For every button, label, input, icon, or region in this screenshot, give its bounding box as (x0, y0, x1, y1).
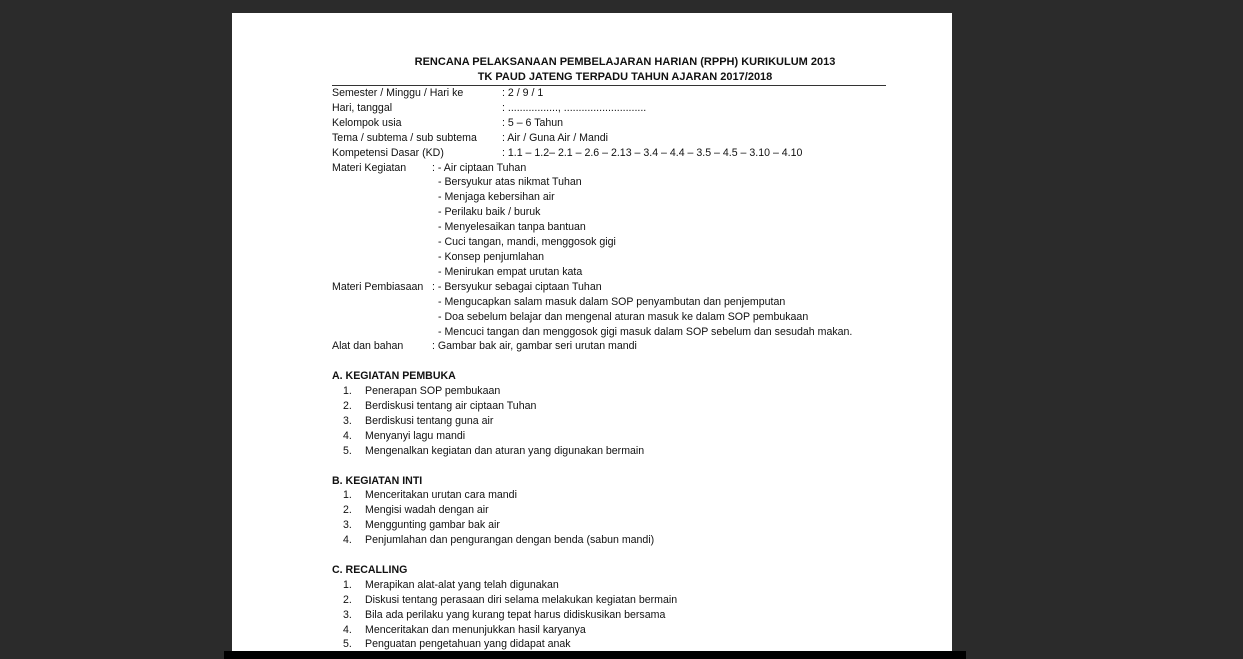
info-row-tema (332, 131, 892, 146)
alat-bahan-label: Alat dan bahan (332, 340, 404, 353)
list-item: - Perilaku baik / buruk (438, 206, 541, 219)
item-text: Menggunting gambar bak air (365, 519, 500, 532)
viewer-bottom-edge (224, 651, 966, 659)
item-text: Merapikan alat-alat yang telah digunakan (365, 578, 559, 591)
item-number: 5. (343, 444, 352, 457)
info-label: Kelompok usia (332, 116, 402, 129)
list-item (332, 384, 892, 399)
materi-kegiatan-block (332, 161, 892, 280)
item-number: 3. (343, 608, 352, 621)
list-item (332, 608, 892, 623)
rpph-document (332, 55, 892, 652)
list-item: - Konsep penjumlahan (438, 250, 545, 263)
section-title-recalling: C. RECALLING (332, 563, 408, 576)
list-item (332, 444, 892, 459)
list-item: - Menyelesaikan tanpa bantuan (438, 221, 586, 234)
doc-title-line-2: TK PAUD JATENG TERPADU TAHUN AJARAN 2017/2018 (477, 70, 773, 83)
item-text: Berdiskusi tentang guna air (365, 414, 494, 427)
list-item (332, 533, 892, 548)
list-item: - Mengucapkan salam masuk dalam SOP penyambutan dan penjemputan (438, 295, 786, 308)
item-number: 4. (343, 429, 352, 442)
item-number: 1. (343, 489, 352, 502)
materi-pembiasaan-list (432, 280, 852, 340)
materi-kegiatan-list (432, 161, 616, 280)
info-row-kelompok-usia (332, 116, 892, 131)
alat-bahan-value: : Gambar bak air, gambar seri urutan mandi (432, 340, 637, 353)
list-item (332, 503, 892, 518)
item-text: Penjumlahan dan pengurangan dengan benda (sabun mandi) (365, 534, 655, 547)
info-label: Tema / subtema / sub subtema (332, 131, 477, 144)
list-item (332, 623, 892, 638)
info-row-semester (332, 86, 892, 101)
list-item: - Mencuci tangan dan menggosok gigi masuk dalam SOP sebelum dan sesudah makan. (438, 325, 853, 338)
info-value: : 1.1 – 1.2– 2.1 – 2.6 – 2.13 – 3.4 – 4.4 – 3.5 – 4.5 – 3.10 – 4.10 (502, 146, 803, 159)
section-title-kegiatan-inti: B. KEGIATAN INTI (332, 474, 423, 487)
info-row-hari-tanggal (332, 101, 892, 116)
alat-bahan-row (332, 339, 892, 354)
list-item: - Menirukan empat urutan kata (438, 265, 583, 278)
list-item: : - Bersyukur sebagai ciptaan Tuhan (432, 280, 602, 293)
list-item: - Bersyukur atas nikmat Tuhan (438, 176, 582, 189)
info-label: Hari, tanggal (332, 101, 393, 114)
list-item (332, 414, 892, 429)
item-text: Penerapan SOP pembukaan (365, 385, 501, 398)
item-number: 2. (343, 593, 352, 606)
info-value: : 2 / 9 / 1 (502, 87, 544, 99)
info-label: Kompetensi Dasar (KD) (332, 146, 444, 159)
info-label: Semester / Minggu / Hari ke (332, 87, 464, 99)
item-number: 1. (343, 385, 352, 398)
item-text: Menceritakan dan menunjukkan hasil karyanya (365, 623, 586, 636)
item-text: Bila ada perilaku yang kurang tepat harus didiskusikan bersama (365, 608, 666, 621)
item-text: Diskusi tentang perasaan diri selama melakukan kegiatan bermain (365, 593, 678, 606)
list-item (332, 593, 892, 608)
info-value: : ................., ............................ (502, 101, 647, 114)
item-text: Penguatan pengetahuan yang didapat anak (365, 638, 571, 651)
item-text: Menyanyi lagu mandi (365, 429, 466, 442)
list-item (332, 518, 892, 533)
section-title-kegiatan-pembuka: A. KEGIATAN PEMBUKA (332, 370, 456, 383)
item-number: 5. (343, 638, 352, 651)
item-text: Mengenalkan kegiatan dan aturan yang digunakan bermain (365, 444, 645, 457)
item-number: 2. (343, 400, 352, 413)
list-item (332, 488, 892, 503)
info-value: : Air / Guna Air / Mandi (502, 131, 608, 144)
list-item: - Menjaga kebersihan air (438, 191, 555, 204)
item-text: Berdiskusi tentang air ciptaan Tuhan (365, 400, 537, 413)
item-text: Menceritakan urutan cara mandi (365, 489, 517, 502)
list-item (332, 399, 892, 414)
item-number: 3. (343, 414, 352, 427)
materi-pembiasaan-block (332, 280, 892, 340)
item-number: 3. (343, 519, 352, 532)
list-item: : - Air ciptaan Tuhan (432, 161, 527, 174)
document-page (232, 13, 952, 653)
materi-kegiatan-label: Materi Kegiatan (332, 161, 407, 174)
doc-title-line-1: RENCANA PELAKSANAAN PEMBELAJARAN HARIAN (RPPH) KURIKULUM 2013 (414, 56, 836, 68)
list-item (332, 578, 892, 593)
list-item (332, 429, 892, 444)
info-row-kompetensi-dasar (332, 146, 892, 161)
item-number: 2. (343, 504, 352, 517)
materi-pembiasaan-label: Materi Pembiasaan (332, 280, 424, 293)
list-item: - Doa sebelum belajar dan mengenal aturan masuk ke dalam SOP pembukaan (438, 310, 809, 323)
item-number: 1. (343, 578, 352, 591)
item-text: Mengisi wadah dengan air (365, 504, 489, 517)
list-item: - Cuci tangan, mandi, menggosok gigi (438, 236, 616, 249)
item-number: 4. (343, 623, 352, 636)
item-number: 4. (343, 534, 352, 547)
info-value: : 5 – 6 Tahun (502, 116, 564, 129)
